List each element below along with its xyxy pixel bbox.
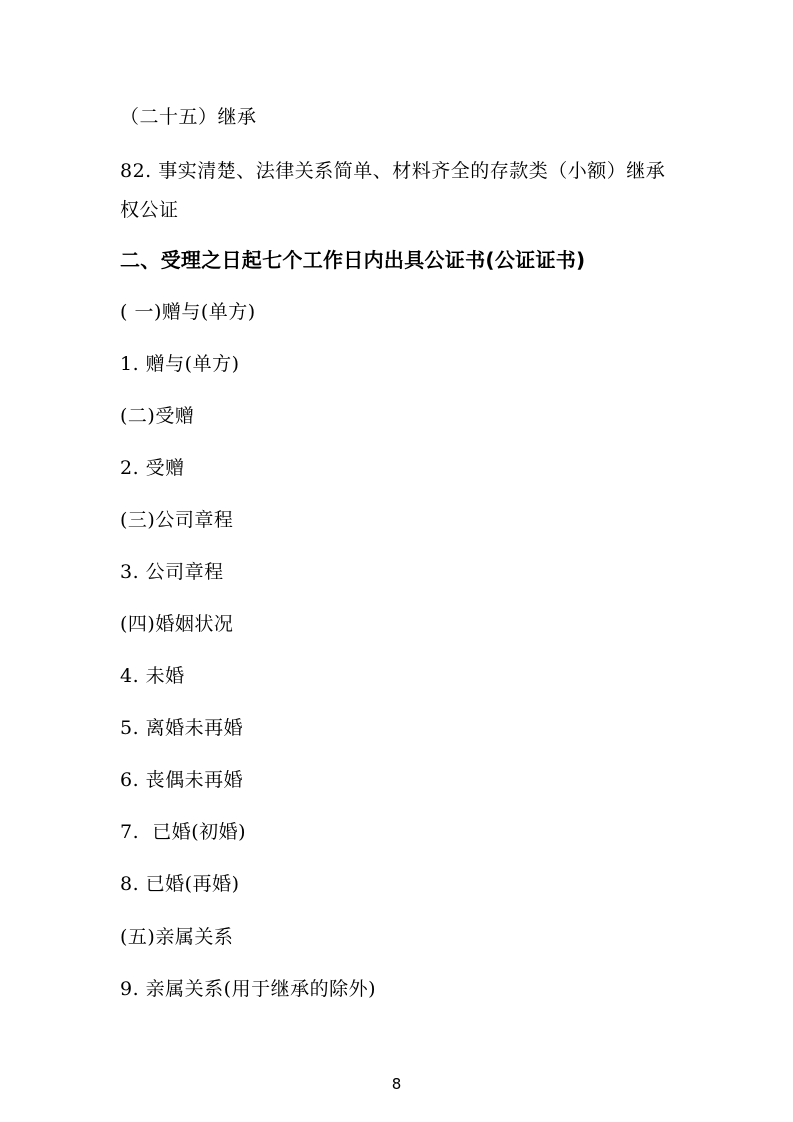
subsection-heading-inheritance: （二十五）继承 <box>120 106 257 128</box>
subsection-heading-gift: ( 一)赠与(单方) <box>120 301 256 323</box>
page-number: 8 <box>391 1075 402 1093</box>
subsection-heading-articles: (三)公司章程 <box>120 509 234 531</box>
list-item-9: 9. 亲属关系(用于继承的除外) <box>120 978 376 1000</box>
list-item-82: 82. 事实清楚、法律关系简单、材料齐全的存款类（小额）继承权公证 <box>120 160 666 221</box>
section-heading-seven-days: 二、受理之日起七个工作日内出具公证书(公证证书) <box>120 248 586 272</box>
subsection-heading-receive-gift: (二)受赠 <box>120 405 195 427</box>
list-item-3: 3. 公司章程 <box>120 561 224 583</box>
list-item-2: 2. 受赠 <box>120 457 185 479</box>
list-item-1: 1. 赠与(单方) <box>120 353 240 375</box>
subsection-heading-kinship: (五)亲属关系 <box>120 926 234 948</box>
list-item-7: 7. 已婚(初婚) <box>120 821 247 843</box>
list-item-4: 4. 未婚 <box>120 665 185 687</box>
list-item-8: 8. 已婚(再婚) <box>120 873 240 895</box>
subsection-heading-marital-status: (四)婚姻状况 <box>120 613 234 635</box>
list-item-5: 5. 离婚未再婚 <box>120 717 244 739</box>
list-item-6: 6. 丧偶未再婚 <box>120 769 244 791</box>
